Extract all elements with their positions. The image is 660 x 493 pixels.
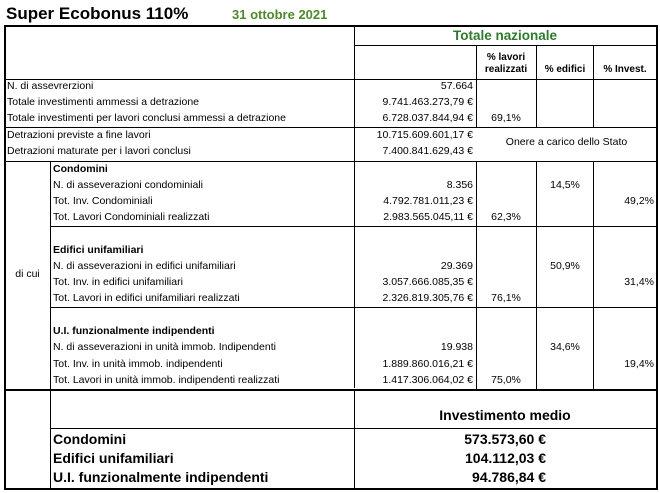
pct-invest-header: % Invest.: [603, 64, 647, 75]
section-title: U.I. funzionalmente indipendenti: [53, 325, 215, 337]
section-row-label: N. di asseverazioni in unità immob. Indipendenti: [53, 341, 276, 353]
pct-edifici-cell: 50,9%: [550, 260, 580, 272]
pct-lavori-cell: 76,1%: [491, 292, 521, 304]
totals-label: Detrazioni previste a fine lavori: [7, 129, 151, 141]
section-row-value: 1.417.306.064,02 €: [382, 374, 473, 386]
section-row-label: Tot. Inv. in edifici unifamiliari: [53, 276, 183, 288]
section-row-value: 2.326.819.305,76 €: [382, 292, 473, 304]
section-row-label: N. di asseverazioni condominiali: [53, 179, 203, 191]
investimento-value: 104.112,03 €: [465, 450, 546, 466]
section-row-label: Tot. Inv. Condominiali: [53, 195, 153, 207]
investimento-value: 94.786,84 €: [472, 469, 546, 485]
totals-value: 10.715.609.601,17 €: [376, 129, 473, 141]
investimento-value: 573.573,60 €: [464, 431, 546, 447]
section-row-label: Tot. Lavori Condominiali realizzati: [53, 211, 210, 223]
onere-note: Onere a carico dello Stato: [505, 136, 628, 148]
pct-edifici-cell: 14,5%: [550, 179, 580, 191]
section-title: Condomini: [53, 163, 108, 175]
section-row-label: Tot. Lavori in edifici unifamiliari realizzati: [53, 292, 240, 304]
section-row-value: 4.792.781.011,23 €: [383, 195, 473, 207]
totals-label: Detrazioni maturate per i lavori conclusi: [7, 145, 191, 157]
investimento-label: U.I. funzionalmente indipendenti: [53, 469, 269, 485]
di-cui-label: di cui: [15, 268, 40, 280]
pct-invest-cell: 19,4%: [624, 358, 654, 370]
investimento-medio-header: Investimento medio: [439, 407, 571, 423]
pct-invest-cell: 31,4%: [624, 276, 654, 288]
section-row-value: 29.369: [440, 260, 473, 272]
totals-pct-lavori: 69,1%: [491, 112, 521, 124]
totals-label: N. di assevrerzioni: [7, 80, 94, 92]
totals-label: Totale investimenti per lavori conclusi ammessi a detrazione: [7, 112, 286, 124]
section-row-label: Tot. Inv. in unità immob. indipendenti: [53, 358, 223, 370]
section-title: Edifici unifamiliari: [53, 244, 144, 256]
section-row-value: 19.938: [440, 341, 473, 353]
pct-edifici-header: % edifici: [544, 64, 586, 75]
investimento-label: Condomini: [53, 431, 127, 447]
investimento-label: Edifici unifamiliari: [53, 450, 174, 466]
section-row-value: 2.983.565.045,11 €: [383, 211, 473, 223]
pct-lavori-cell: 62,3%: [491, 211, 521, 223]
pct-lavori-cell: 75,0%: [491, 374, 521, 386]
report-date: 31 ottobre 2021: [232, 7, 328, 22]
totale-nazionale-header: Totale nazionale: [452, 28, 558, 43]
totals-value: 7.400.841.629,43 €: [382, 145, 473, 157]
section-row-label: Tot. Lavori in unità immob. indipendenti realizzati: [53, 374, 280, 386]
section-row-label: N. di asseverazioni in edifici unifamiliari: [53, 260, 236, 272]
section-row-value: 8.356: [446, 179, 473, 191]
totals-value: 6.728.037.844,94 €: [382, 112, 473, 124]
totals-value: 57.664: [440, 80, 473, 92]
section-row-value: 3.057.666.085,35 €: [382, 276, 473, 288]
pct-edifici-cell: 34,6%: [550, 341, 580, 353]
section-row-value: 1.889.860.016,21 €: [382, 358, 473, 370]
page-title: Super Ecobonus 110%: [6, 4, 189, 23]
totals-value: 9.741.463.273,79 €: [382, 96, 473, 108]
pct-invest-cell: 49,2%: [624, 195, 654, 207]
totals-label: Totale investimenti ammessi a detrazione: [7, 96, 200, 108]
pct-lavori-header: % lavori realizzati: [484, 52, 528, 75]
